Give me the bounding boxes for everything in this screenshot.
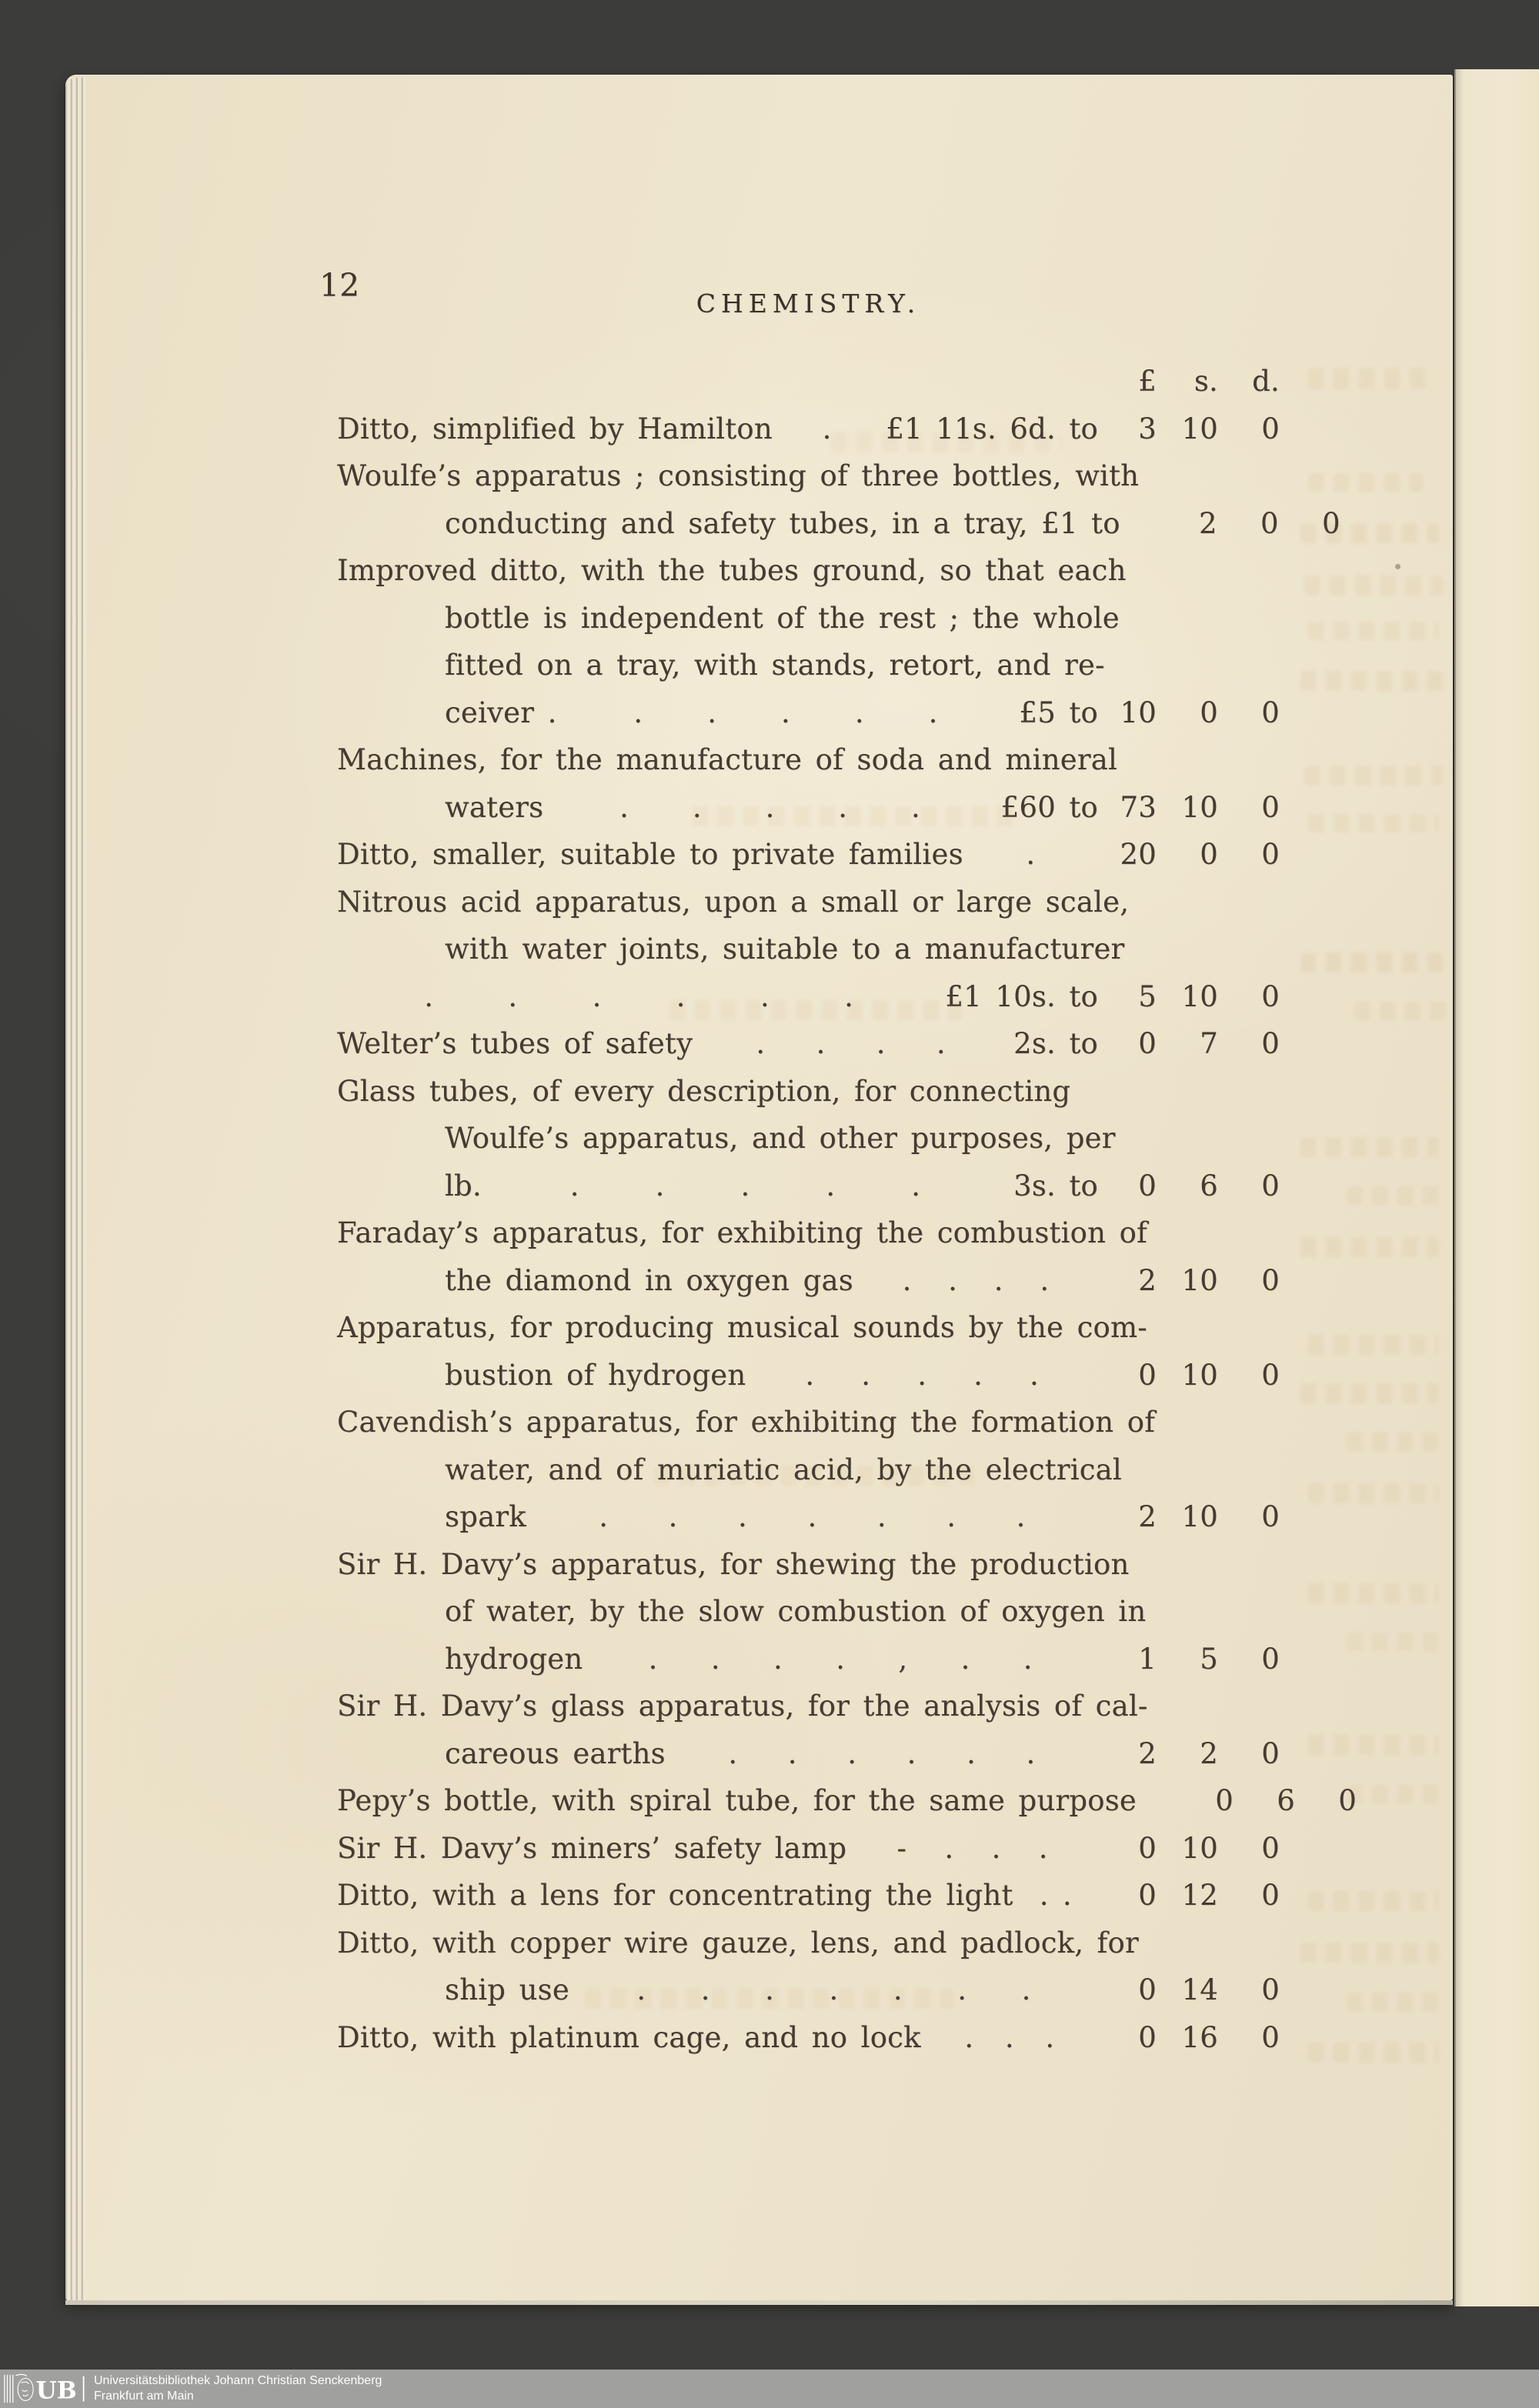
dot-leader: . . . . . xyxy=(633,695,938,729)
item-text: Ditto, smaller, suitable to private families xyxy=(337,838,963,871)
item-text: water, and of muriatic acid, by the electrical xyxy=(445,1452,1122,1486)
ub-logo-text: UB xyxy=(35,2376,77,2404)
page-number: 12 xyxy=(319,267,360,304)
bleed-through-smudge xyxy=(1300,1943,1439,1963)
bleed-through-smudge xyxy=(1308,368,1431,389)
price-pence: 0 xyxy=(1261,1736,1280,1770)
price-range-tail: £1 10s. to xyxy=(945,979,1098,1013)
bleed-through-smudge xyxy=(1347,1186,1447,1205)
price-line xyxy=(337,1872,1280,1919)
price-pounds: 0 xyxy=(1138,1973,1157,2006)
dot-leader: . . . . . xyxy=(569,1169,921,1202)
dot-leader: . . . . . xyxy=(805,1358,1040,1392)
price-pounds: 2 xyxy=(1198,506,1217,540)
price-pounds: 0 xyxy=(1138,1831,1157,1865)
price-pence: 0 xyxy=(1261,1973,1280,2006)
price-shillings: 10 xyxy=(1181,1831,1218,1865)
price-shillings: 10 xyxy=(1181,979,1218,1013)
paper-speck xyxy=(1395,564,1400,569)
price-line xyxy=(337,595,1280,642)
pence-header: d. xyxy=(1252,365,1280,398)
price-shillings: 2 xyxy=(1200,1736,1218,1770)
price-pounds: 20 xyxy=(1120,838,1157,871)
price-line xyxy=(337,405,1280,453)
price-pence: 0 xyxy=(1261,1831,1280,1865)
item-text: Woulfe’s apparatus, and other purposes, per xyxy=(445,1122,1116,1155)
item-text: Ditto, with platinum cage, and no lock xyxy=(337,2020,921,2054)
item-text: Improved ditto, with the tubes ground, so that each xyxy=(337,554,1127,587)
price-line xyxy=(337,1446,1280,1494)
price-line xyxy=(337,1020,1280,1068)
price-shillings: 10 xyxy=(1181,412,1218,445)
price-line xyxy=(337,1636,1280,1683)
price-pence: 0 xyxy=(1261,1358,1280,1392)
item-text: Nitrous acid apparatus, upon a small or large scale, xyxy=(337,885,1130,919)
price-pence: 0 xyxy=(1261,1263,1280,1297)
item-text: waters xyxy=(445,790,544,824)
price-line xyxy=(337,784,1280,832)
price-shillings: 14 xyxy=(1181,1973,1218,2006)
price-line xyxy=(337,689,1280,737)
price-shillings: 10 xyxy=(1181,1358,1218,1392)
price-range-tail: £1 11s. 6d. to xyxy=(886,412,1098,445)
price-line xyxy=(337,1777,1357,1825)
bleed-through-smudge xyxy=(1300,1383,1439,1403)
item-text: Cavendish’s apparatus, for exhibiting the formation of xyxy=(337,1406,1156,1439)
price-table xyxy=(337,358,1357,2061)
price-pence: 0 xyxy=(1261,1879,1280,1912)
price-pence: 0 xyxy=(1261,1027,1280,1060)
price-pence: 0 xyxy=(1261,1500,1280,1533)
price-pence: 0 xyxy=(1261,838,1280,871)
pounds-header: £ xyxy=(1138,365,1157,398)
price-pence: 0 xyxy=(1261,695,1280,729)
price-range-tail: £60 to xyxy=(1000,790,1098,824)
price-line xyxy=(337,1068,1280,1116)
price-line xyxy=(337,973,1280,1021)
price-line xyxy=(337,879,1280,926)
bleed-through-smudge xyxy=(1308,1735,1439,1755)
price-shillings: 7 xyxy=(1200,1027,1218,1060)
price-range-tail: 3s. to xyxy=(1013,1169,1098,1202)
price-line xyxy=(337,1352,1280,1399)
library-caption xyxy=(94,2373,382,2404)
dot-leader: . . . . . . . xyxy=(636,1973,1031,2006)
dot-leader: . . . . , . . xyxy=(648,1642,1033,1676)
price-line xyxy=(337,1162,1280,1210)
price-line xyxy=(337,1588,1280,1636)
item-text: Woulfe’s apparatus ; consisting of three bottles, with xyxy=(337,459,1140,492)
running-title: CHEMISTRY. xyxy=(696,288,921,319)
price-line xyxy=(337,736,1280,784)
item-text: hydrogen xyxy=(445,1642,583,1676)
bleed-through-smudge xyxy=(1347,1993,1447,2011)
price-shillings: 16 xyxy=(1181,2020,1218,2054)
dot-leader: . . . . xyxy=(902,1263,1050,1297)
bleed-through-smudge xyxy=(1304,575,1443,595)
item-text: Welter’s tubes of safety xyxy=(337,1027,693,1060)
dot-leader: . . . xyxy=(964,2020,1055,2054)
bleed-through-smudge xyxy=(1300,1137,1439,1157)
price-pounds: 0 xyxy=(1138,1169,1157,1202)
price-rows xyxy=(337,405,1357,2062)
price-pounds: 1 xyxy=(1138,1642,1157,1676)
price-line xyxy=(337,2014,1280,2062)
bleed-through-smudge xyxy=(1347,1633,1447,1651)
price-line xyxy=(337,831,1280,879)
item-text: Sir H. Davy’s miners’ safety lamp xyxy=(337,1831,847,1865)
item-text: lb. xyxy=(445,1169,482,1202)
price-line xyxy=(337,1825,1280,1873)
price-line xyxy=(337,500,1340,548)
adjacent-page-edge xyxy=(1454,69,1539,2306)
item-text: Apparatus, for producing musical sounds by the com- xyxy=(337,1311,1147,1344)
item-text: Ditto, simplified by Hamilton xyxy=(337,412,773,445)
price-line xyxy=(337,1399,1280,1446)
price-line xyxy=(337,1919,1280,1967)
price-shillings: 0 xyxy=(1200,695,1218,729)
shillings-header: s. xyxy=(1193,365,1218,398)
price-line xyxy=(337,1115,1280,1162)
bleed-through-smudge xyxy=(1300,1237,1439,1257)
library-name: Universitätsbibliothek Johann Christian Senckenberg xyxy=(94,2374,382,2387)
price-pounds: 0 xyxy=(1138,1027,1157,1060)
price-pounds: 10 xyxy=(1120,695,1157,729)
dot-leader: . . . . . . xyxy=(424,979,854,1013)
library-city: Frankfurt am Main xyxy=(94,2390,194,2403)
bleed-through-smudge xyxy=(1347,1785,1447,1803)
item-text: bustion of hydrogen xyxy=(445,1358,746,1392)
price-pence: 0 xyxy=(1261,1642,1280,1676)
item-text: Ditto, with a lens for concentrating the light xyxy=(337,1879,1013,1912)
dot-leader: . . . . . . xyxy=(728,1736,1036,1770)
bleed-through-smudge xyxy=(1308,1891,1439,1911)
price-pounds: 2 xyxy=(1138,1263,1157,1297)
dot-leader: . xyxy=(822,412,832,445)
item-text: the diamond in oxygen gas xyxy=(445,1263,853,1297)
price-line xyxy=(337,547,1280,595)
item-text: spark xyxy=(445,1500,526,1533)
item-text: bottle is independent of the rest ; the whole xyxy=(445,601,1120,635)
dot-leader: . . xyxy=(1039,1879,1072,1912)
book-page xyxy=(65,75,1453,2300)
price-line xyxy=(337,1209,1280,1257)
price-shillings: 6 xyxy=(1277,1784,1296,1817)
bleed-through-smudge xyxy=(1304,765,1443,785)
item-text: Pepy’s bottle, with spiral tube, for the same purpose xyxy=(337,1784,1137,1817)
currency-header-row xyxy=(337,358,1280,405)
price-pence: 0 xyxy=(1261,790,1280,824)
price-pence: 0 xyxy=(1338,1784,1357,1817)
dot-leader: . . . . . . . xyxy=(599,1500,1026,1533)
price-pounds: 2 xyxy=(1138,1736,1157,1770)
bleed-through-smudge xyxy=(1308,622,1439,640)
price-shillings: 5 xyxy=(1200,1642,1218,1676)
price-line xyxy=(337,1257,1280,1305)
price-pounds: 0 xyxy=(1138,1358,1157,1392)
price-pence: 0 xyxy=(1261,979,1280,1013)
price-line xyxy=(337,1541,1280,1589)
bleed-through-smudge xyxy=(1300,952,1443,972)
price-line xyxy=(337,642,1280,689)
dot-leader: . . . . . xyxy=(619,790,920,824)
item-text: Faraday’s apparatus, for exhibiting the combustion of xyxy=(337,1216,1147,1249)
price-pounds: 3 xyxy=(1138,412,1157,445)
bleed-through-smudge xyxy=(1354,1002,1447,1020)
bleed-through-smudge xyxy=(1308,473,1424,492)
price-line xyxy=(337,452,1280,500)
price-pounds: 0 xyxy=(1215,1784,1234,1817)
price-pounds: 0 xyxy=(1138,2020,1157,2054)
item-text: Machines, for the manufacture of soda and mineral xyxy=(337,743,1118,776)
bleed-through-smudge xyxy=(1347,1432,1447,1451)
price-line xyxy=(337,1304,1280,1352)
sheet-stack-edge xyxy=(65,2300,1453,2305)
library-footer xyxy=(0,2370,1539,2408)
dot-leader: - . . . xyxy=(896,1831,1048,1865)
price-range-tail: £5 to xyxy=(1019,695,1098,729)
price-pence: 0 xyxy=(1261,1169,1280,1202)
item-text: Sir H. Davy’s apparatus, for shewing the production xyxy=(337,1547,1130,1581)
price-shillings: 10 xyxy=(1181,790,1218,824)
bleed-through-smudge xyxy=(1308,1335,1439,1355)
item-text: with water joints, suitable to a manufacturer xyxy=(445,932,1125,966)
price-range-tail: 2s. to xyxy=(1013,1027,1098,1060)
price-shillings: 0 xyxy=(1260,506,1279,540)
price-line xyxy=(337,1966,1280,2014)
bleed-through-smudge xyxy=(1308,2043,1439,2063)
price-pence: 0 xyxy=(1261,2020,1280,2054)
price-pounds: 0 xyxy=(1138,1879,1157,1912)
item-text: of water, by the slow combustion of oxygen in xyxy=(445,1595,1147,1628)
price-pounds: 2 xyxy=(1138,1500,1157,1533)
price-pence: 0 xyxy=(1321,506,1340,540)
item-text: Ditto, with copper wire gauze, lens, and padlock, for xyxy=(337,1926,1139,1959)
price-line xyxy=(337,1683,1280,1730)
bleed-through-smudge xyxy=(1308,1583,1439,1603)
item-text: conducting and safety tubes, in a tray, £1 to xyxy=(445,506,1120,540)
item-text: fitted on a tray, with stands, retort, and re- xyxy=(445,649,1105,682)
item-text: Glass tubes, of every description, for connecting xyxy=(337,1074,1071,1108)
price-shillings: 12 xyxy=(1181,1879,1218,1912)
item-text: ceiver . xyxy=(445,695,557,729)
price-shillings: 0 xyxy=(1200,838,1218,871)
price-pence: 0 xyxy=(1261,412,1280,445)
item-text: Sir H. Davy’s glass apparatus, for the analysis of cal- xyxy=(337,1689,1148,1723)
price-shillings: 6 xyxy=(1200,1169,1218,1202)
bleed-through-smudge xyxy=(1300,671,1443,691)
bleed-through-smudge xyxy=(1308,1483,1439,1503)
bleed-through-smudge xyxy=(1308,814,1439,832)
dot-leader: . xyxy=(1026,838,1036,871)
price-shillings: 10 xyxy=(1181,1263,1218,1297)
item-text: careous earths xyxy=(445,1736,666,1770)
price-pounds: 5 xyxy=(1138,979,1157,1013)
price-shillings: 10 xyxy=(1181,1500,1218,1533)
price-line xyxy=(337,1493,1280,1541)
ub-logo xyxy=(3,2373,88,2404)
item-text: ship use xyxy=(445,1973,569,2006)
dot-leader: . . . . xyxy=(756,1027,946,1060)
price-line xyxy=(337,1730,1280,1778)
price-pounds: 73 xyxy=(1120,790,1157,824)
price-line xyxy=(337,926,1280,973)
